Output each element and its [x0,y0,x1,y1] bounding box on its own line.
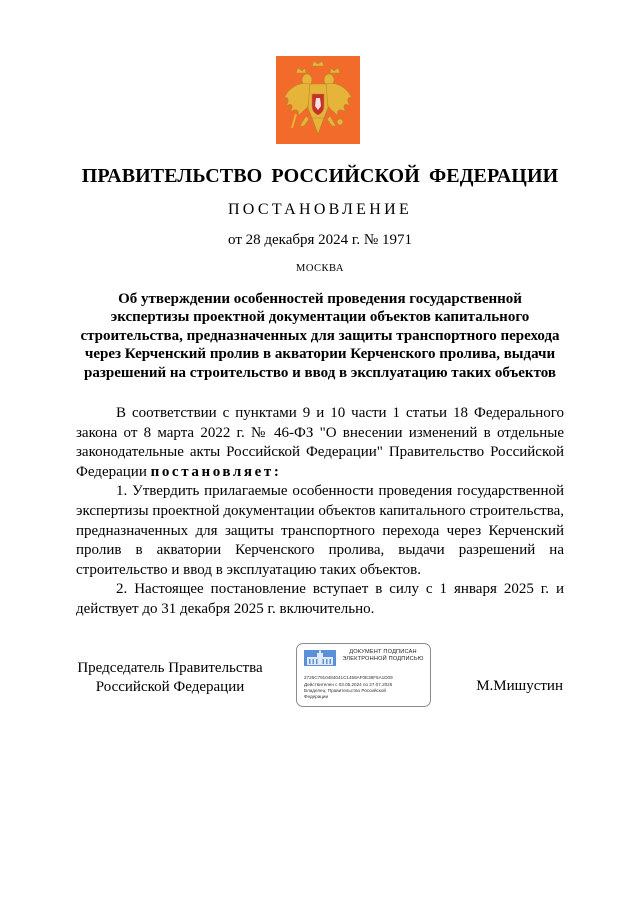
decree-item-1: 1. Утвердить прилагаемые особенности проведения государственной экспертизы проектной документации объектов капитального строительства, предназначенных для защиты транспортного перехода через Керченский пролив в акватории Керченского пролива, выдачи разрешений на строительство и ввод в эксплуатацию таких объектов. [76,483,564,578]
stamp-heading-line: ДОКУМЕНТ ПОДПИСАН [349,649,417,655]
subject-line: разрешений на строительство и ввод в эксплуатацию таких объектов [84,364,556,381]
position-line: Российской Федерации [95,679,245,695]
document-date-number: от 28 декабря 2024 г. № 1971 [228,232,412,248]
document-type: ПОСТАНОВЛЕНИЕ [227,201,413,218]
stamp-owner: Владелец: Правительство Российской [304,688,386,693]
government-building-icon [304,650,336,666]
signatory-position [70,659,270,697]
subject-line: строительства, предназначенных для защиты транспортного перехода [80,327,560,344]
electronic-signature-stamp [296,643,431,707]
stamp-certificate: 2726C7910484041C1458AF0E38F5A1D09 [304,675,393,680]
decree-word: постановляет: [150,463,282,480]
stamp-heading-line: ЭЛЕКТРОННОЙ ПОДПИСЬЮ [342,656,424,663]
subject-line: экспертизы проектной документации объектов капитального [110,309,530,326]
stamp-owner: Федерации [304,694,329,699]
preamble-paragraph [76,404,564,482]
preamble-text: В соответствии с пунктами 9 и 10 части 1 статьи 18 Федерального закона от 8 марта 2022 г. № 46-ФЗ "О внесении изменений в отдельные законодательные акты Российской Федерации" Правительство Российской Федерации [76,405,564,480]
position-line: Председатель Правительства [77,660,263,676]
stamp-heading [337,649,429,663]
signatory-name: М.Мишустин [476,678,563,694]
subject-line: через Керченский пролив в акватории Керченского пролива, выдачи [84,346,556,363]
subject-line: Об утверждении особенностей проведения государственной [118,291,522,307]
decree-item-2: 2. Настоящее постановление вступает в силу с 1 января 2025 г. и действует до 31 декабря 2025 г. включительно. [76,581,564,617]
document-subject [70,290,570,382]
document-city: МОСКВА [296,263,344,274]
stamp-validity: Действителен с 03.05.2024 по 27.07.2025 [304,682,393,687]
issuing-authority-title: ПРАВИТЕЛЬСТВО РОССИЙСКОЙ ФЕДЕРАЦИИ [81,165,559,187]
coat-of-arms-emblem [276,56,360,144]
russian-coat-of-arms-icon [276,56,360,144]
document-body [76,404,564,620]
